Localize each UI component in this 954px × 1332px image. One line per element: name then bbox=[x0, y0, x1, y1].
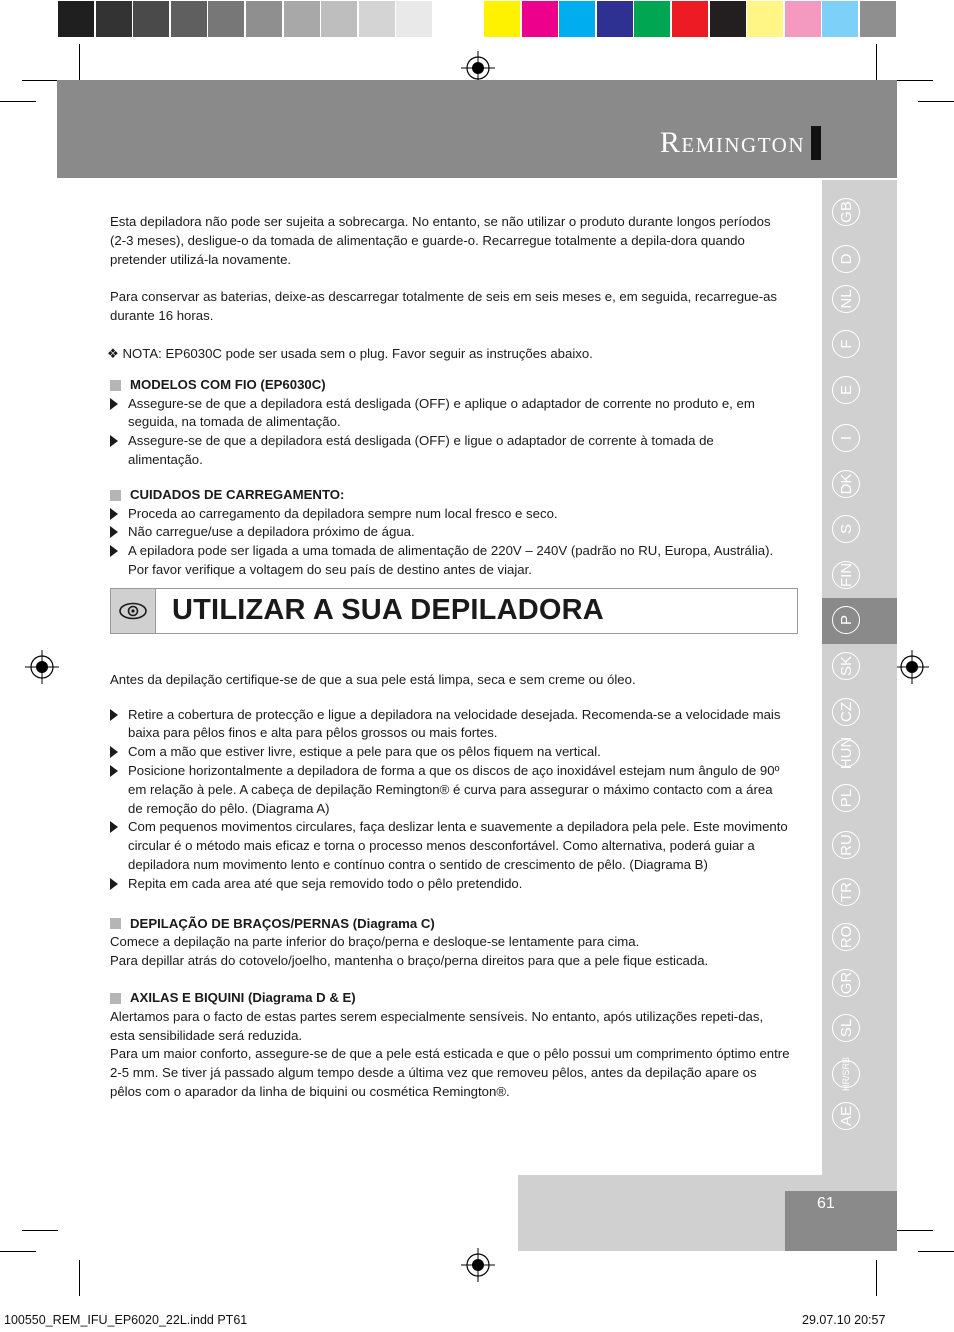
use-list bbox=[110, 706, 790, 894]
color-swatch bbox=[359, 1, 395, 37]
color-swatch bbox=[672, 1, 708, 37]
crop-mark bbox=[0, 1251, 36, 1252]
language-tab-fin[interactable]: FIN bbox=[832, 561, 860, 589]
language-tab-d[interactable]: D bbox=[832, 245, 860, 273]
crop-mark bbox=[0, 101, 36, 102]
crop-mark bbox=[897, 80, 933, 81]
list-item bbox=[110, 523, 790, 542]
registration-mark-icon bbox=[461, 1248, 495, 1282]
color-swatch bbox=[597, 1, 633, 37]
list-item-text: A epiladora pode ser ligada a uma tomada de alimentação de 220V – 240V (padrão no RU, Europa, Austrália). Por favor verifique a voltagem do seu país de destino antes de viajar. bbox=[128, 543, 774, 577]
crop-mark bbox=[79, 1260, 80, 1296]
language-tab-f[interactable]: F bbox=[832, 330, 860, 358]
bullet-arrow-icon bbox=[110, 526, 118, 538]
list-item-text: Com a mão que estiver livre, estique a pele para que os pêlos fiquem na vertical. bbox=[128, 744, 601, 760]
bullet-arrow-icon bbox=[110, 545, 118, 557]
color-swatch bbox=[747, 1, 783, 37]
language-tab-sk[interactable]: SK bbox=[832, 652, 860, 680]
language-tab-hun[interactable]: HUN bbox=[832, 739, 860, 767]
bullet-arrow-icon bbox=[110, 398, 118, 410]
main-content bbox=[107, 213, 790, 1102]
crop-mark bbox=[918, 101, 954, 102]
language-tab-p[interactable]: P bbox=[832, 606, 860, 634]
language-sidebar bbox=[822, 180, 897, 1176]
crop-mark bbox=[876, 44, 877, 80]
color-swatch bbox=[559, 1, 595, 37]
note-text: NOTA: EP6030C pode ser usada sem o plug. Favor seguir as instruções abaixo. bbox=[122, 345, 593, 361]
list-item-text: Posicione horizontalmente a depiladora de forma a que os discos de aço inoxidável estejam num ângulo de 90º em relação à pele. A cabeça de depilação Remington® é curva para assegurar o máximo contacto com a área de remoção do pêlo. (Diagrama A) bbox=[128, 762, 780, 816]
language-tab-nl[interactable]: NL bbox=[832, 285, 860, 313]
bullet-arrow-icon bbox=[110, 709, 118, 721]
section-banner bbox=[110, 588, 798, 634]
language-tab-hr-srb[interactable]: HR/SRB bbox=[832, 1060, 860, 1088]
underarm-text-2: Para um maior conforto, assegure-se de que a pele está esticada e que o pêlo possui um comprimento óptimo entre 2-5 mm. Se tiver já passado algum tempo desde a última vez que removeu pêlos, antes da depilação apare os pêlos com o aparador da linha de biquini ou cosmética Remington®. bbox=[110, 1046, 790, 1099]
bullet-arrow-icon bbox=[110, 435, 118, 447]
list-item bbox=[110, 743, 790, 762]
list-item bbox=[110, 395, 790, 433]
crop-mark bbox=[876, 1260, 877, 1296]
list-item bbox=[110, 542, 790, 580]
color-swatch bbox=[133, 1, 169, 37]
color-swatch bbox=[822, 1, 858, 37]
list-item-text: Proceda ao carregamento da depiladora sempre num local fresco e seco. bbox=[128, 505, 558, 521]
color-swatch bbox=[171, 1, 207, 37]
charging-list bbox=[110, 505, 790, 580]
page-number-box bbox=[518, 1175, 897, 1251]
color-swatch bbox=[434, 1, 470, 37]
bullet-arrow-icon bbox=[110, 765, 118, 777]
list-item bbox=[110, 706, 790, 744]
bullet-arrow-icon bbox=[110, 878, 118, 890]
arms-legs-text-1: Comece a depilação na parte inferior do braço/perna e desloque-se lentamente para cima. bbox=[110, 934, 640, 950]
section-square-icon bbox=[110, 380, 121, 391]
language-tab-sl[interactable]: SL bbox=[832, 1014, 860, 1042]
language-tab-s[interactable]: S bbox=[832, 515, 860, 543]
brand-logo: Remington bbox=[659, 126, 805, 159]
color-swatch bbox=[522, 1, 558, 37]
color-swatch bbox=[246, 1, 282, 37]
page-number: 61 bbox=[817, 1195, 835, 1212]
print-footer-right: 29.07.10 20:57 bbox=[802, 1313, 886, 1327]
bullet-arrow-icon bbox=[110, 508, 118, 520]
bullet-arrow-icon bbox=[110, 746, 118, 758]
page-number-tab bbox=[785, 1191, 897, 1251]
section-heading-charging: CUIDADOS DE CARREGAMENTO: bbox=[110, 486, 790, 505]
language-tab-ru[interactable]: RU bbox=[832, 831, 860, 859]
section-square-icon bbox=[110, 918, 121, 929]
language-tab-gb[interactable]: GB bbox=[832, 198, 860, 226]
color-swatch bbox=[58, 1, 94, 37]
crop-mark bbox=[22, 80, 58, 81]
language-tab-ae[interactable]: AE bbox=[832, 1102, 860, 1130]
crop-mark bbox=[79, 44, 80, 80]
language-tab-pl[interactable]: PL bbox=[832, 784, 860, 812]
warning-icon: ❖ bbox=[107, 345, 119, 361]
note-line bbox=[107, 345, 790, 364]
crop-mark bbox=[897, 1230, 933, 1231]
banner-title: UTILIZAR A SUA DEPILADORA bbox=[172, 594, 604, 627]
list-item-text: Não carregue/use a depiladora próximo de água. bbox=[128, 524, 415, 540]
corded-list bbox=[110, 395, 790, 470]
section-heading-underarm-bikini: AXILAS E BIQUINI (Diagrama D & E) bbox=[110, 989, 790, 1008]
list-item-text: Assegure-se de que a depiladora está desligada (OFF) e aplique o adaptador de corrente no produto e, em seguida, na tomada de alimentação. bbox=[128, 395, 755, 430]
color-swatch bbox=[484, 1, 520, 37]
color-swatch bbox=[96, 1, 132, 37]
section-heading-arms-legs: DEPILAÇÃO DE BRAÇOS/PERNAS (Diagrama C) bbox=[110, 915, 790, 934]
list-item bbox=[110, 875, 790, 894]
section-square-icon bbox=[110, 993, 121, 1004]
color-swatch bbox=[860, 1, 896, 37]
list-item bbox=[110, 432, 790, 470]
arms-legs-text-2: Para depillar atrás do cotovelo/joelho, mantenha o braço/perna direitos para que a pele fique esticada. bbox=[110, 953, 709, 969]
language-tab-gr[interactable]: GR bbox=[832, 969, 860, 997]
list-item bbox=[110, 505, 790, 524]
list-item-text: Repita em cada area até que seja removido todo o pêlo pretendido. bbox=[128, 875, 523, 891]
list-item bbox=[110, 818, 790, 874]
language-tab-i[interactable]: I bbox=[832, 424, 860, 452]
grayscale-color-bar bbox=[58, 1, 472, 37]
language-tab-cz[interactable]: CZ bbox=[832, 698, 860, 726]
color-swatch bbox=[284, 1, 320, 37]
color-swatch bbox=[710, 1, 746, 37]
intro-paragraph: Esta depiladora não pode ser sujeita a sobrecarga. No entanto, se não utilizar o produto durante longos períodos (2-3 meses), desligue-o da tomada de alimentação e guarde-o. Recarregue totalmente a depila-dora quando pretender utilizá-la novamente. bbox=[110, 214, 771, 267]
color-swatch bbox=[321, 1, 357, 37]
page-header-band bbox=[57, 80, 897, 178]
crop-mark bbox=[22, 1230, 58, 1231]
section-heading-corded: MODELOS COM FIO (EP6030C) bbox=[110, 376, 790, 395]
bullet-arrow-icon bbox=[110, 821, 118, 833]
eye-icon bbox=[111, 589, 156, 633]
process-color-bar bbox=[484, 1, 898, 37]
registration-mark-icon bbox=[25, 650, 59, 684]
color-swatch bbox=[396, 1, 432, 37]
list-item bbox=[110, 762, 790, 818]
color-swatch bbox=[634, 1, 670, 37]
language-tab-e[interactable]: E bbox=[832, 376, 860, 404]
print-footer-left: 100550_REM_IFU_EP6020_22L.indd PT61 bbox=[4, 1313, 248, 1327]
list-item-text: Assegure-se de que a depiladora está desligada (OFF) e ligue o adaptador de corrente à tomada de alimentação. bbox=[128, 433, 714, 467]
use-intro: Antes da depilação certifique-se de que a sua pele está limpa, seca e sem creme ou óleo. bbox=[110, 671, 636, 687]
language-tab-dk[interactable]: DK bbox=[832, 470, 860, 498]
brand-logo-bar bbox=[811, 126, 821, 160]
color-swatch bbox=[208, 1, 244, 37]
color-swatch bbox=[785, 1, 821, 37]
list-item-text: Retire a cobertura de protecção e ligue a depiladora na velocidade desejada. Recomenda-se a velocidade mais baixa para pêlos finos e alta para pêlos grossos ou mais fortes. bbox=[128, 706, 781, 741]
underarm-text-1: Alertamos para o facto de estas partes serem especialmente sensíveis. No entanto, após utilizações repeti-das, esta sensibilidade será reduzida. bbox=[110, 1008, 764, 1043]
battery-paragraph: Para conservar as baterias, deixe-as descarregar totalmente de seis em seis meses e, em seguida, recarregue-as durante 16 horas. bbox=[110, 289, 778, 324]
language-tab-ro[interactable]: RO bbox=[832, 923, 860, 951]
section-square-icon bbox=[110, 490, 121, 501]
language-tab-tr[interactable]: TR bbox=[832, 878, 860, 906]
registration-mark-icon bbox=[895, 650, 929, 684]
list-item-text: Com pequenos movimentos circulares, faça deslizar lenta e suavemente a depiladora pela pele. Este movimento circular é o método mais eficaz e torna o processo menos desconfortável. Como alternativa, poderá guiar a depiladora num movimento lento e contínuo contra o sentido de crescimento de pêlo. (Diagrama B) bbox=[128, 819, 788, 872]
crop-mark bbox=[918, 1251, 954, 1252]
